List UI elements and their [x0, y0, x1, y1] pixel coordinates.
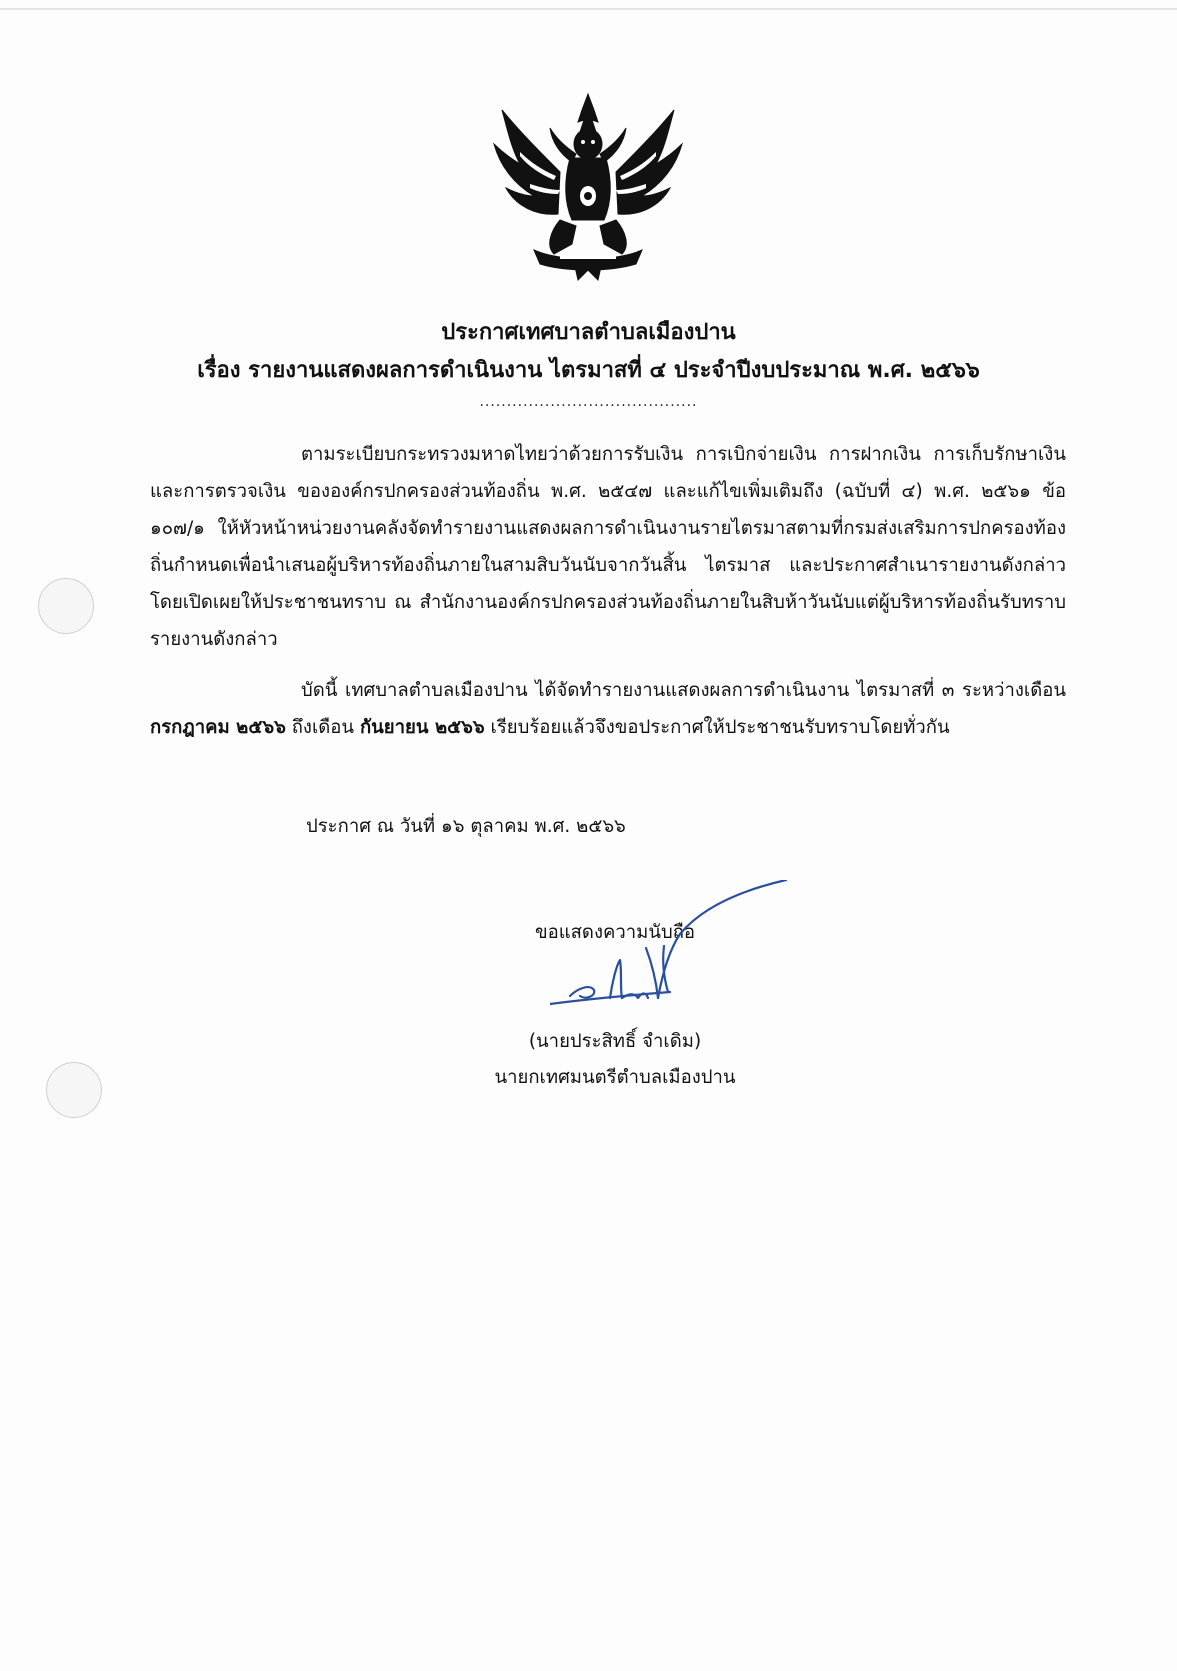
paragraph-text: บัดนี้ เทศบาลตำบลเมืองปาน ได้จัดทำรายงานแสดงผลการดำเนินงาน ไตรมาสที่ ๓ ระหว่างเดือน	[301, 680, 1066, 701]
document-title: ประกาศเทศบาลตำบลเมืองปาน	[441, 320, 736, 345]
signer-title: นายกเทศมนตรีตำบลเมืองปาน	[494, 1067, 736, 1088]
punch-hole	[46, 1062, 102, 1118]
handwritten-signature	[550, 880, 790, 1020]
paragraph-text: ถึงเดือน	[285, 717, 360, 738]
punch-hole	[38, 578, 94, 634]
dotted-separator: ........................................	[479, 394, 698, 410]
garuda-emblem-icon	[490, 92, 686, 282]
period-end-month: กันยายน ๒๕๖๖	[359, 717, 485, 738]
closing-phrase: ขอแสดงความนับถือ	[534, 922, 696, 943]
paragraph-text: เรียบร้อยแล้วจึงขอประกาศให้ประชาชนรับทราบโดยทั่วกัน	[484, 717, 950, 738]
signer-name: (นายประสิทธิ์ จำเดิม)	[528, 1031, 702, 1052]
document-subject: เรื่อง รายงานแสดงผลการดำเนินงาน ไตรมาสที่ ๔ ประจำปีงบประมาณ พ.ศ. ๒๕๖๖	[197, 358, 980, 383]
scan-edge-line	[0, 8, 1177, 10]
body-paragraph-regulation: ตามระเบียบกระทรวงมหาดไทยว่าด้วยการรับเงิน การเบิกจ่ายเงิน การฝากเงิน การเก็บรักษาเงินและการตรวจเงิน ขององค์กรปกครองส่วนท้องถิ่น พ.ศ. ๒๕๔๗ และแก้ไขเพิ่มเติมถึง (ฉบับที่ ๔) พ.ศ. ๒๕๖๑ ข้อ ๑๐๗/๑ ให้หัวหน้าหน่วยงานคลังจัดทำรายงานแสดงผลการดำเนินงานรายไตรมาสตามที่กรมส่งเสริมการปกครองท้องถิ่นกำหนดเพื่อนำเสนอผู้บริหารท้องถิ่นภายในสามสิบวันนับจากวันสิ้น ไตรมาส และประกาศสำเนารายงานดังกล่าวโดยเปิดเผยให้ประชาชนทราบ ณ สำนักงานองค์กรปกครองส่วนท้องถิ่นภายในสิบห้าวันนับแต่ผู้บริหารท้องถิ่นรับทราบรายงานดังกล่าว	[150, 444, 1067, 650]
body-paragraph-report	[150, 672, 1066, 746]
announcement-date: ประกาศ ณ วันที่ ๑๖ ตุลาคม พ.ศ. ๒๕๖๖	[306, 816, 626, 837]
period-start-month: กรกฎาคม ๒๕๖๖	[150, 717, 286, 738]
